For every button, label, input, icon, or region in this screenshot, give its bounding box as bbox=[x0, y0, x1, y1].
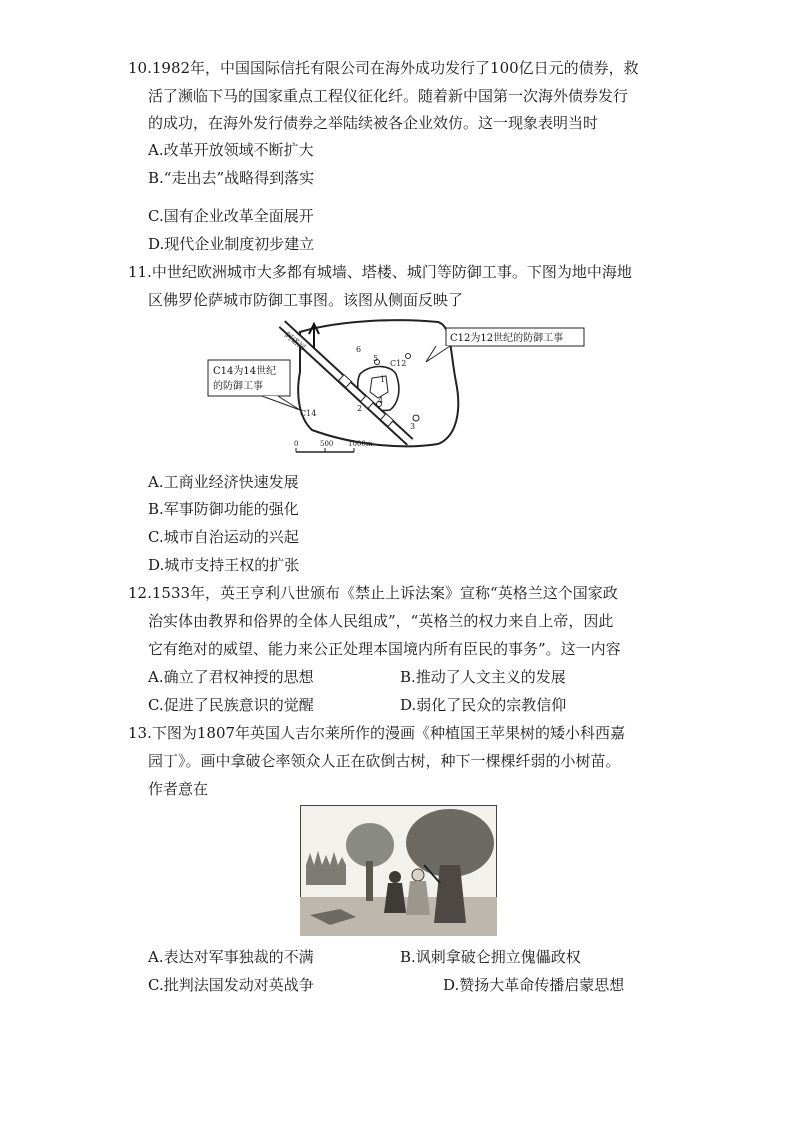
q11-stem-line1: 11.中世纪欧洲城市大多都有城墙、塔楼、城门等防御工事。下图为地中海地 bbox=[128, 263, 632, 281]
q12-option-a: A.确立了君权神授的思想 bbox=[148, 668, 314, 686]
small-tree-canopy bbox=[346, 823, 394, 867]
c14-callout-pointer bbox=[262, 396, 300, 410]
scale-label-500: 500 bbox=[320, 440, 334, 448]
q11-option-d: D.城市支持王权的扩张 bbox=[148, 556, 300, 574]
q13-option-a: A.表达对军事独裁的不满 bbox=[148, 948, 314, 966]
q11-option-a: A.工商业经济快速发展 bbox=[148, 473, 299, 491]
map-number-5: 5 bbox=[373, 354, 379, 363]
q12-stem-line1: 12.1533年，英王亨利八世颁布《禁止上诉法案》宣称“英格兰这个国家政 bbox=[128, 584, 618, 602]
q12-option-b: B.推动了人文主义的发展 bbox=[400, 668, 566, 686]
q13-option-c: C.批判法国发动对英战争 bbox=[148, 976, 314, 994]
q10-option-b: B.“走出去”战略得到落实 bbox=[148, 169, 315, 187]
scale-label-1000: 1000m bbox=[348, 440, 373, 448]
map-number-1: 1 bbox=[380, 375, 386, 384]
q12-stem-line3: 它有绝对的威望、能力来公正处理本国境内所有臣民的事务”。这一内容 bbox=[148, 640, 621, 658]
q13-stem-line1: 13.下图为1807年英国人吉尔莱所作的漫画《种植国王苹果树的矮小科西嘉 bbox=[128, 724, 626, 742]
q12-stem-line2: 治实体由教界和俗界的全体人民组成”，“英格兰的权力来自上帝，因此 bbox=[148, 612, 614, 630]
map-svg bbox=[200, 312, 595, 460]
q10-stem-line3: 的成功，在海外发行债券之举陆续被各企业效仿。这一现象表明当时 bbox=[148, 114, 599, 132]
c12-callout-pointer bbox=[426, 346, 450, 362]
map-number-4: 4 bbox=[378, 396, 384, 405]
figure-2-head bbox=[412, 869, 424, 881]
figure-2-body bbox=[406, 881, 430, 915]
river-label: 阿诺河 bbox=[282, 330, 308, 353]
c14-callout-text-1: C14为14世纪 bbox=[213, 366, 277, 377]
c12-tag: C12 bbox=[390, 359, 407, 368]
q13-option-d: D.赞扬大革命传播启蒙思想 bbox=[443, 976, 625, 994]
map-number-2: 2 bbox=[357, 404, 363, 413]
q10-option-c: C.国有企业改革全面展开 bbox=[148, 207, 314, 225]
q12-option-d: D.弱化了民众的宗教信仰 bbox=[400, 696, 567, 714]
q11-option-b: B.军事防御功能的强化 bbox=[148, 500, 299, 518]
c14-tag: C14 bbox=[300, 409, 317, 418]
q11-stem-line2: 区佛罗伦萨城市防御工事图。该图从侧面反映了 bbox=[148, 291, 464, 309]
q13-option-b: B.讽刺拿破仑拥立傀儡政权 bbox=[400, 948, 581, 966]
map-number-3: 3 bbox=[410, 422, 416, 431]
map-number-6: 6 bbox=[356, 345, 362, 354]
small-tree-trunk bbox=[366, 861, 373, 901]
q10-option-a: A.改革开放领域不断扩大 bbox=[148, 141, 314, 159]
feature-dot-2 bbox=[406, 354, 411, 359]
feature-dot-3 bbox=[413, 415, 419, 421]
q13-stem-line2: 园丁》。画中拿破仑率领众人正在砍倒古树，种下一棵棵纤弱的小树苗。 bbox=[148, 752, 621, 770]
c14-callout-text-2: 的防御工事 bbox=[213, 381, 263, 392]
q13-stem-line3: 作者意在 bbox=[148, 780, 209, 798]
q10-option-d: D.现代企业制度初步建立 bbox=[148, 235, 315, 253]
cartoon-svg bbox=[300, 805, 497, 936]
c14-wall bbox=[298, 320, 458, 446]
q10-stem-line2: 活了濒临下马的国家重点工程仪征化纤。随着新中国第一次海外债券发行 bbox=[148, 87, 629, 105]
figure-1-head bbox=[389, 871, 401, 883]
c12-core bbox=[370, 376, 388, 398]
gillray-cartoon bbox=[300, 805, 497, 936]
florence-fortification-map bbox=[200, 312, 595, 460]
scale-label-0: 0 bbox=[294, 440, 299, 448]
c12-callout-text: C12为12世纪的防御工事 bbox=[450, 333, 564, 344]
q12-option-c: C.促进了民族意识的觉醒 bbox=[148, 696, 314, 714]
q11-option-c: C.城市自治运动的兴起 bbox=[148, 528, 299, 546]
q10-stem-line1: 10.1982年，中国国际信托有限公司在海外成功发行了100亿日元的债券，救 bbox=[128, 59, 639, 77]
